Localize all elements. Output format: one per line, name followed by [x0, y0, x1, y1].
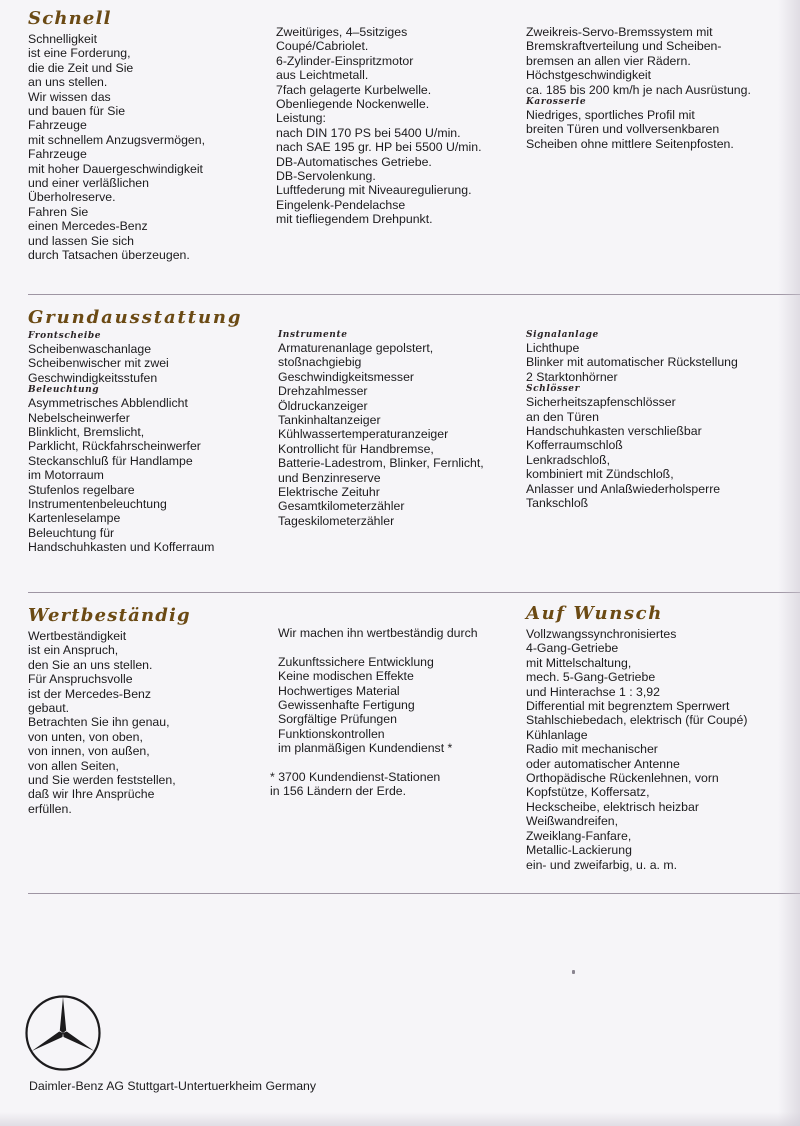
- schnell-specs-line: DB-Automatisches Getriebe.: [276, 154, 432, 169]
- grund-column-2: [278, 330, 518, 528]
- instrumente-list-line: Drehzahlmesser: [278, 384, 368, 399]
- wunsch-list-line: Zweiklang-Fanfare,: [526, 828, 632, 843]
- wunsch-list-line: mech. 5-Gang-Getriebe: [526, 670, 656, 685]
- beleuchtung-subheading: Beleuchtung: [28, 385, 100, 396]
- grund-column-1: [28, 307, 273, 555]
- schnell-text-1-line: an uns stellen.: [28, 75, 108, 90]
- schnell-text-1-line: Überholreserve.: [28, 190, 116, 205]
- beleuchtung-list-line: Asymmetrisches Abblendlicht: [28, 396, 188, 411]
- wunsch-list-line: Stahlschiebedach, elektrisch (für Coupé): [526, 713, 748, 728]
- frontscheibe-list-line: Scheibenwischer mit zwei: [28, 356, 169, 371]
- wert-text-line: erfüllen.: [28, 801, 72, 816]
- beleuchtung-list-line: Blinklicht, Bremslicht,: [28, 425, 145, 440]
- schloesser-list-line: Handschuhkasten verschließbar: [526, 424, 702, 439]
- schnell-specs-line: aus Leichtmetall.: [276, 68, 369, 83]
- beleuchtung-list-line: Instrumentenbeleuchtung: [28, 497, 167, 512]
- instrumente-list-line: Öldruckanzeiger: [278, 398, 368, 413]
- wert-footnote-line: * 3700 Kundendienst-Stationen: [270, 770, 441, 785]
- schloesser-list-line: an den Türen: [526, 409, 599, 424]
- wert-text: [28, 629, 273, 816]
- schnell-text-1-line: mit hoher Dauergeschwindigkeit: [28, 161, 203, 176]
- signalanlage-list: [526, 341, 786, 384]
- mercedes-star-icon: [24, 994, 102, 1072]
- wunsch-list-line: Orthopädische Rückenlehnen, vorn: [526, 771, 719, 786]
- wunsch-list-line: oder automatischer Antenne: [526, 756, 680, 771]
- signalanlage-list-line: Blinker mit automatischer Rückstellung: [526, 355, 738, 370]
- schnell-column-2: [276, 25, 516, 227]
- page-edge: [778, 0, 800, 1126]
- wert-text-line: und Sie werden feststellen,: [28, 773, 176, 788]
- schnell-specs: [276, 25, 516, 227]
- schnell-text-1-line: einen Mercedes-Benz: [28, 219, 148, 234]
- wert-list-line: Gewissenhafte Fertigung: [278, 698, 415, 713]
- instrumente-subheading: Instrumente: [278, 330, 348, 340]
- instrumente-list-line: Kühlwassertemperaturanzeiger: [278, 427, 449, 442]
- wert-footnote-line: in 156 Ländern der Erde.: [270, 784, 407, 799]
- instrumente-list-line: Tankinhaltanzeiger: [278, 413, 381, 428]
- frontscheibe-list-line: Scheibenwaschanlage: [28, 342, 152, 356]
- wert-list-line: Funktionskontrollen: [278, 726, 385, 741]
- schloesser-list-line: Sicherheitszapfenschlösser: [526, 395, 676, 410]
- wert-list-line: Sorgfältige Prüfungen: [278, 712, 397, 727]
- wunsch-list-line: 4-Gang-Getriebe: [526, 641, 619, 656]
- wert-text-line: gebaut.: [28, 701, 70, 716]
- schnell-text-1-line: mit schnellem Anzugsvermögen,: [28, 132, 206, 147]
- wunsch-list-line: ein- und zweifarbig, u. a. m.: [526, 857, 678, 872]
- wert-column-2: [270, 626, 518, 799]
- schnell-specs-line: nach SAE 195 gr. HP bei 5500 U/min.: [276, 140, 482, 155]
- schloesser-list: [526, 395, 786, 510]
- wert-text-line: ist der Mercedes-Benz: [28, 686, 152, 701]
- footer-company: Daimler-Benz AG Stuttgart-Untertuerkheim Germany: [29, 1079, 317, 1093]
- wert-text-line: von innen, von außen,: [28, 744, 150, 759]
- schnell-text-1-line: und einer verläßlichen: [28, 176, 149, 191]
- wert-list-line: Keine modischen Effekte: [278, 669, 414, 684]
- schnell-text-1-line: Wir wissen das: [28, 89, 111, 104]
- schloesser-list-line: Tankschloß: [526, 496, 589, 511]
- wert-intro: Wir machen ihn wertbeständig durch: [278, 626, 478, 640]
- wunsch-list-line: Radio mit mechanischer: [526, 742, 658, 757]
- instrumente-list-line: Kontrollicht für Handbremse,: [278, 441, 434, 456]
- frontscheibe-subheading: Frontscheibe: [28, 331, 102, 341]
- schnell-specs-line: nach DIN 170 PS bei 5400 U/min.: [276, 125, 461, 140]
- wunsch-list-line: Heckscheibe, elektrisch heizbar: [526, 799, 699, 814]
- beleuchtung-list-line: Beleuchtung für: [28, 525, 115, 540]
- instrumente-list-line: und Benzinreserve: [278, 470, 381, 485]
- beleuchtung-list-line: Stufenlos regelbare: [28, 482, 135, 497]
- schnell-specs-line: Eingelenk-Pendelachse: [276, 197, 406, 212]
- wert-text-line: ist ein Anspruch,: [28, 643, 119, 658]
- schnell-brakes-line: Zweikreis-Servo-Bremssystem mit: [526, 25, 713, 39]
- wert-text-line: von unten, von oben,: [28, 729, 143, 744]
- wert-list: [278, 655, 518, 756]
- beleuchtung-list-line: Kartenleselampe: [28, 511, 121, 526]
- wert-text-line: Für Anspruchsvolle: [28, 672, 133, 687]
- wunsch-list-line: Kühlanlage: [526, 727, 588, 742]
- schnell-text-1-line: durch Tatsachen überzeugen.: [28, 248, 190, 263]
- schloesser-subheading: Schlösser: [526, 384, 580, 395]
- grund-column-3: [526, 330, 786, 510]
- karosserie-subheading: Karosserie: [526, 97, 587, 108]
- beleuchtung-list: [28, 396, 273, 554]
- schnell-heading: Schnell: [28, 8, 112, 29]
- schnell-text-1-line: Fahrzeuge: [28, 118, 87, 133]
- wunsch-list-line: Differential mit begrenztem Sperrwert: [526, 699, 730, 714]
- schnell-brakes-line: ca. 185 bis 200 km/h je nach Ausrüstung.: [526, 82, 751, 97]
- schloesser-list-line: Lenkradschloß,: [526, 452, 611, 467]
- schloesser-list-line: kombiniert mit Zündschloß,: [526, 467, 674, 482]
- schnell-specs-line: Luftfederung mit Niveauregulierung.: [276, 183, 472, 198]
- schloesser-list-line: Kofferraumschloß: [526, 438, 623, 453]
- schnell-specs-line: 6-Zylinder-Einspritzmotor: [276, 53, 414, 68]
- wunsch-list-line: Kopfstütze, Koffersatz,: [526, 785, 650, 800]
- schnell-brakes-line: Höchstgeschwindigkeit: [526, 68, 652, 83]
- instrumente-list: [278, 341, 518, 528]
- schnell-brakes: [526, 25, 786, 97]
- wert-text-line: Wertbeständigkeit: [28, 629, 127, 643]
- wunsch-list-line: Metallic-Lackierung: [526, 843, 632, 858]
- schnell-body-line: Niedriges, sportliches Profil mit: [526, 108, 695, 123]
- schnell-text-1-line: Schnelligkeit: [28, 32, 98, 46]
- signalanlage-subheading: Signalanlage: [526, 330, 599, 340]
- schnell-specs-line: Leistung:: [276, 111, 326, 126]
- schnell-text-1-line: Fahren Sie: [28, 204, 89, 219]
- wunsch-heading: Auf Wunsch: [526, 603, 663, 624]
- schnell-brakes-line: bremsen an allen vier Rädern.: [526, 53, 691, 68]
- divider-3: [28, 893, 800, 894]
- instrumente-list-line: Batterie-Ladestrom, Blinker, Fernlicht,: [278, 456, 484, 471]
- schnell-specs-line: DB-Servolenkung.: [276, 169, 376, 184]
- schnell-text-1-line: ist eine Forderung,: [28, 46, 131, 61]
- grund-heading: Grundausstattung: [28, 307, 243, 328]
- schnell-body: [526, 108, 786, 151]
- wunsch-list-line: Vollzwangssynchronisiertes: [526, 627, 677, 641]
- schloesser-list-line: Anlasser und Anlaßwiederholsperre: [526, 481, 721, 496]
- divider-2: [28, 592, 800, 593]
- wunsch-column: [526, 603, 786, 872]
- wert-list-line: Hochwertiges Material: [278, 683, 400, 698]
- beleuchtung-list-line: Steckanschluß für Handlampe: [28, 453, 193, 468]
- schnell-text-1-line: und lassen Sie sich: [28, 233, 134, 248]
- instrumente-list-line: Tageskilometerzähler: [278, 513, 395, 528]
- schnell-column-3: [526, 25, 786, 151]
- schnell-body-line: Scheiben ohne mittlere Seitenpfosten.: [526, 136, 734, 151]
- instrumente-list-line: stoßnachgiebig: [278, 355, 362, 370]
- frontscheibe-list: [28, 342, 273, 385]
- schnell-specs-line: Coupé/Cabriolet.: [276, 39, 369, 54]
- wert-text-line: Betrachten Sie ihn genau,: [28, 715, 170, 730]
- schnell-text-1-line: Fahrzeuge: [28, 147, 87, 162]
- schnell-column-1: [28, 8, 268, 263]
- wert-text-line: von allen Seiten,: [28, 758, 119, 773]
- schnell-specs-line: mit tiefliegendem Drehpunkt.: [276, 212, 433, 227]
- wunsch-list-line: und Hinterachse 1 : 3,92: [526, 684, 660, 699]
- wert-heading: Wertbeständig: [28, 605, 191, 626]
- instrumente-list-line: Geschwindigkeitsmesser: [278, 369, 414, 384]
- wunsch-list-line: mit Mittelschaltung,: [526, 655, 632, 670]
- schnell-specs-line: 7fach gelagerte Kurbelwelle.: [276, 82, 432, 97]
- signalanlage-list-line: 2 Starktonhörner: [526, 369, 618, 384]
- wert-text-line: den Sie an uns stellen.: [28, 657, 153, 672]
- instrumente-list-line: Armaturenanlage gepolstert,: [278, 341, 434, 355]
- wert-list-line: im planmäßigen Kundendienst *: [278, 741, 453, 756]
- schnell-specs-line: Obenliegende Nockenwelle.: [276, 97, 430, 112]
- print-speck: [572, 970, 575, 974]
- beleuchtung-list-line: Nebelscheinwerfer: [28, 410, 130, 425]
- wert-column-1: [28, 605, 273, 816]
- schnell-text-1: [28, 32, 268, 263]
- wert-text-line: daß wir Ihre Ansprüche: [28, 787, 155, 802]
- signalanlage-list-line: Lichthupe: [526, 341, 580, 355]
- frontscheibe-list-line: Geschwindigkeitsstufen: [28, 370, 158, 385]
- beleuchtung-list-line: Handschuhkasten und Kofferraum: [28, 540, 215, 555]
- wunsch-list: [526, 627, 786, 872]
- page-bottom-edge: [0, 1112, 800, 1126]
- instrumente-list-line: Gesamtkilometerzähler: [278, 499, 405, 514]
- schnell-text-1-line: und bauen für Sie: [28, 104, 126, 119]
- schnell-text-1-line: die die Zeit und Sie: [28, 60, 134, 75]
- wert-list-line: Zukunftssichere Entwicklung: [278, 654, 434, 669]
- beleuchtung-list-line: Parklicht, Rückfahrscheinwerfer: [28, 439, 201, 454]
- wert-footnote: [270, 770, 518, 799]
- schnell-specs-line: Zweitüriges, 4–5sitziges: [276, 25, 408, 39]
- wunsch-list-line: Weißwandreifen,: [526, 814, 619, 829]
- instrumente-list-line: Elektrische Zeituhr: [278, 485, 380, 500]
- schnell-brakes-line: Bremskraftverteilung und Scheiben-: [526, 39, 722, 54]
- schnell-body-line: breiten Türen und vollversenkbaren: [526, 122, 720, 137]
- beleuchtung-list-line: im Motorraum: [28, 468, 104, 483]
- divider-1: [28, 294, 800, 295]
